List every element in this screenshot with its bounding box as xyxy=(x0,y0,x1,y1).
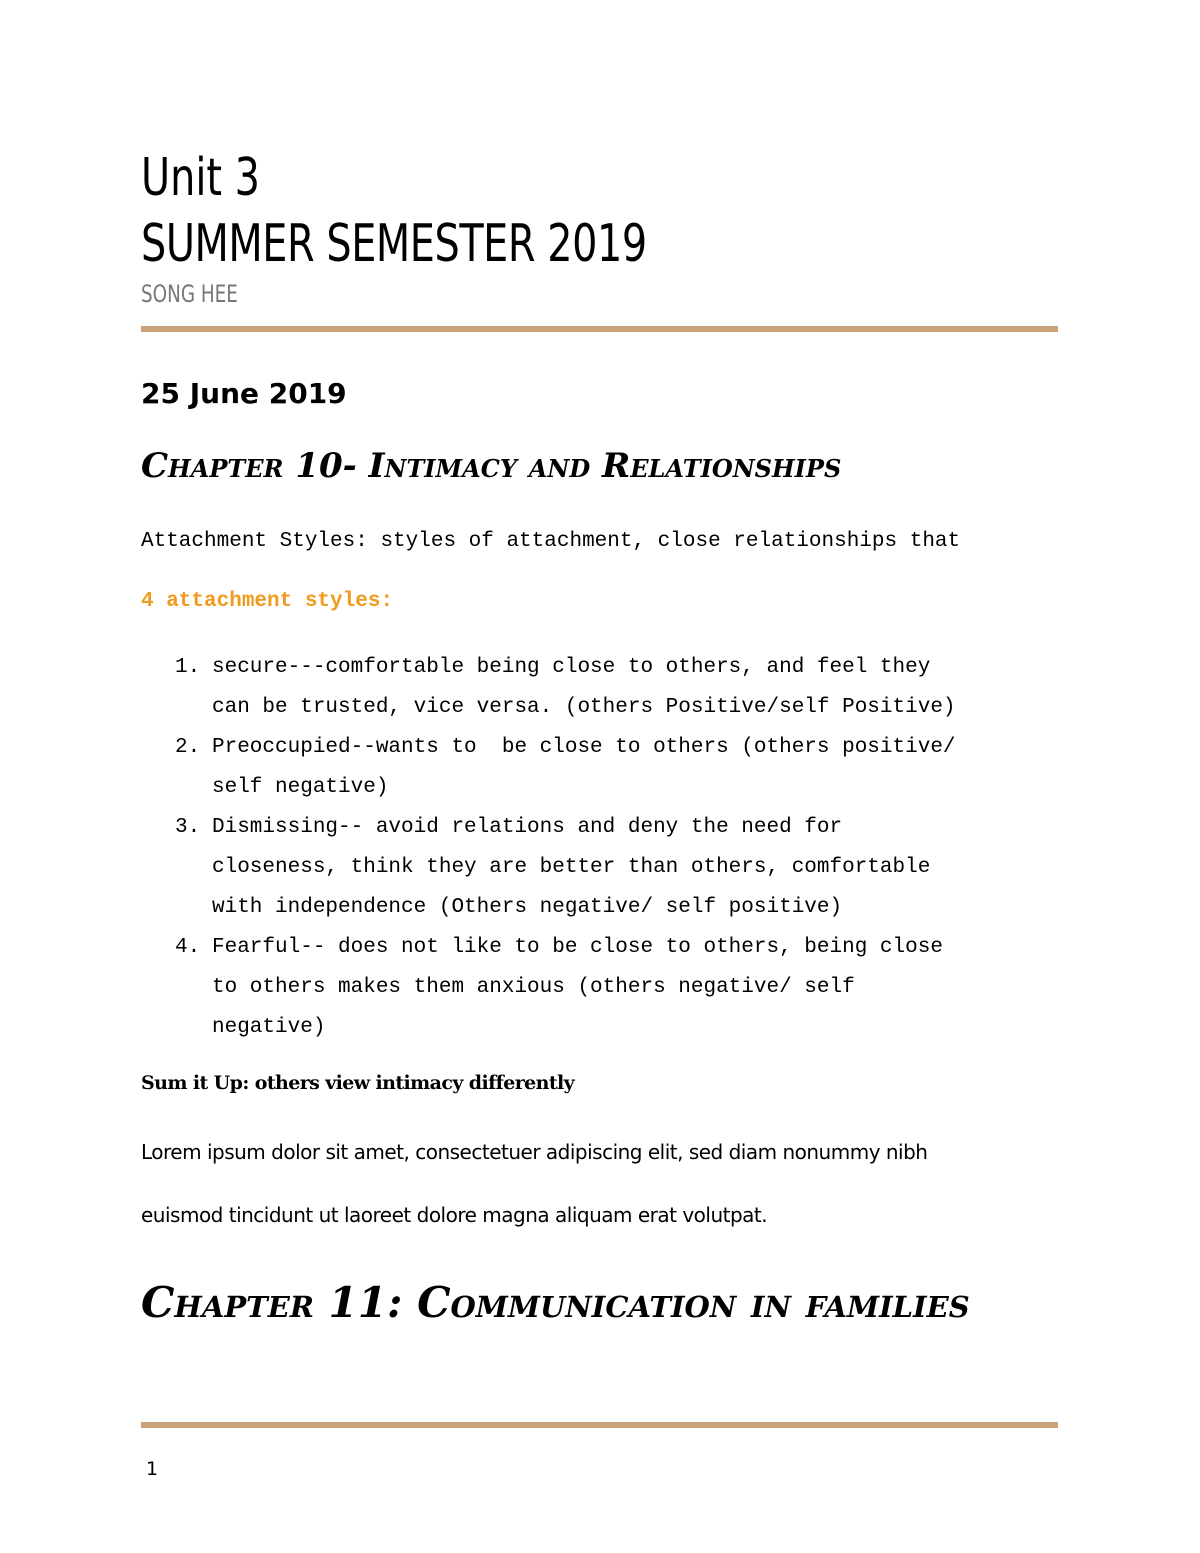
list-item-line: closeness, think they are better than others, comfortable xyxy=(212,856,931,879)
list-item-number: 1. xyxy=(175,656,201,679)
list-item-line: can be trusted, vice versa. (others Positive/self Positive) xyxy=(212,696,956,719)
sum-it-up: Sum it Up: others view intimacy differently xyxy=(141,1072,575,1094)
chapter-10-heading: Chapter 10- Intimacy and Relationships xyxy=(141,446,842,486)
document-header xyxy=(141,150,1058,308)
list-item-line: Dismissing-- avoid relations and deny the need for xyxy=(212,816,843,839)
attachment-styles-list xyxy=(141,648,1041,1048)
list-item xyxy=(141,928,1041,1048)
list-item-number: 3. xyxy=(175,816,201,839)
document-title: Unit 3 xyxy=(141,148,260,208)
list-item xyxy=(141,808,1041,928)
list-item xyxy=(141,728,1041,808)
list-item-number: 4. xyxy=(175,936,201,959)
list-item-line: Fearful-- does not like to be close to others, being close xyxy=(212,936,943,959)
list-item-line: secure---comfortable being close to others, and feel they xyxy=(212,656,931,679)
footer-divider xyxy=(141,1422,1058,1428)
list-item-number: 2. xyxy=(175,736,201,759)
document-author: SONG HEE xyxy=(141,280,238,308)
document-subtitle: SUMMER SEMESTER 2019 xyxy=(141,214,647,274)
body-text-line: euismod tincidunt ut laoreet dolore magna aliquam erat volutpat. xyxy=(141,1203,768,1227)
list-item-line: to others makes them anxious (others negative/ self xyxy=(212,976,855,999)
list-item xyxy=(141,648,1041,728)
list-item-line: with independence (Others negative/ self positive) xyxy=(212,896,843,919)
list-item-line: self negative) xyxy=(212,776,389,799)
entry-date: 25 June 2019 xyxy=(141,377,347,410)
list-item-line: negative) xyxy=(212,1016,326,1039)
page-number: 1 xyxy=(146,1458,159,1480)
chapter-11-heading: Chapter 11: Communication in families xyxy=(141,1278,970,1327)
attachment-styles-heading: 4 attachment styles: xyxy=(141,590,394,613)
header-divider xyxy=(141,326,1058,332)
attachment-definition: Attachment Styles: styles of attachment, close relationships that xyxy=(141,530,961,553)
list-item-line: Preoccupied--wants to be close to others (others positive/ xyxy=(212,736,956,759)
body-text-line: Lorem ipsum dolor sit amet, consectetuer adipiscing elit, sed diam nonummy nibh xyxy=(141,1140,928,1164)
